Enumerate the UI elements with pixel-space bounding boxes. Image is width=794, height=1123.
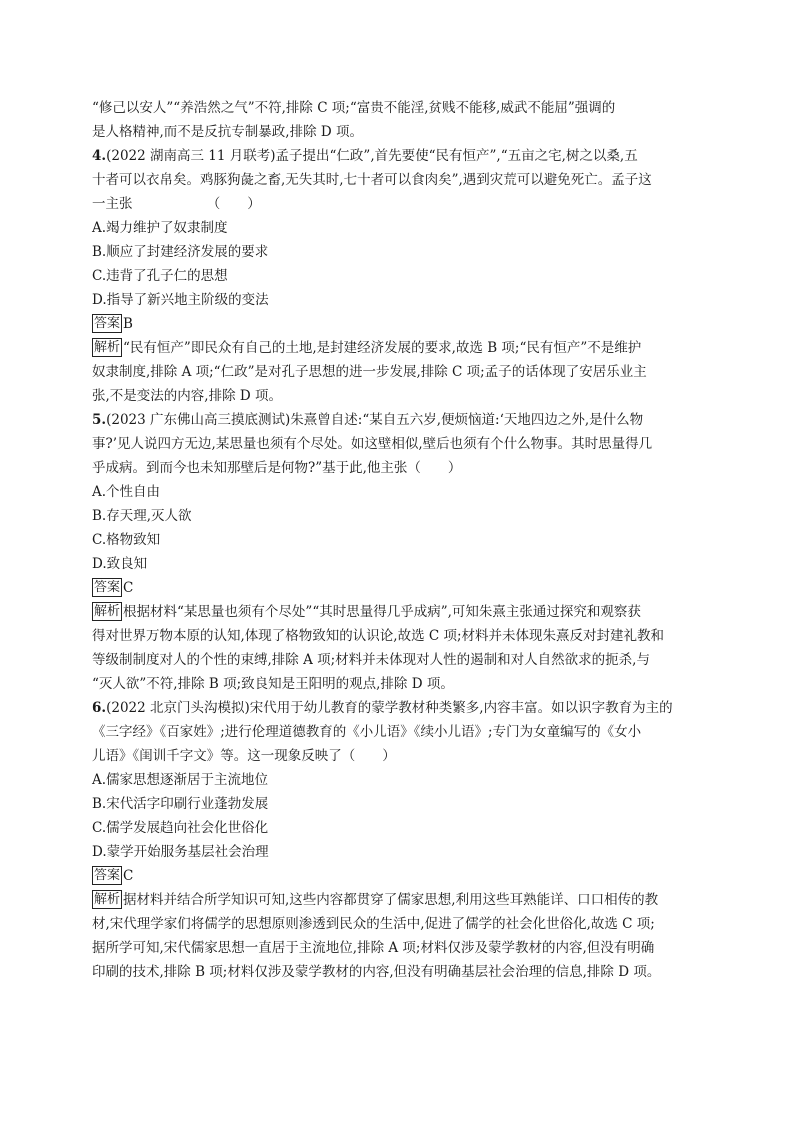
analysis-line: [92, 336, 704, 360]
analysis-text: 根据材料“某思量也须有个尽处”“其时思量得几乎成病”,可知朱熹主张通过探究和观察获: [123, 604, 641, 620]
text-line: “灭人欲”不符,排除 B 项;致良知是王阳明的观点,排除 D 项。: [92, 676, 454, 692]
option-b: B.宋代活字印刷行业蓬勃发展: [92, 796, 269, 812]
question-stem: [92, 408, 704, 432]
analysis-line: [92, 888, 704, 912]
text-line: 张,不是变法的内容,排除 D 项。: [92, 388, 282, 404]
text-line: 儿语》《闺训千字文》等。这一现象反映了（ ）: [92, 748, 396, 764]
stem-text: (2022 湖南高三 11 月联考)孟子提出“仁政”,首先要使“民有恒产”,“五亩之宅,树之以桑,五: [106, 148, 638, 164]
analysis-text: 据材料并结合所学知识可知,这些内容都贯穿了儒家思想,利用这些耳熟能详、口口相传的教: [123, 892, 659, 908]
option-a: A.儒家思想逐渐居于主流地位: [92, 772, 269, 788]
question-5: [92, 408, 704, 696]
analysis-tag: 解析: [94, 892, 121, 907]
answer-tag: 答案: [94, 868, 121, 883]
text-line: “修己以安人”“养浩然之气”不符,排除 C 项;“富贵不能淫,贫贱不能移,威武不能屈”强调的: [92, 100, 616, 116]
answer-line: [92, 864, 704, 888]
text-line: 据所学可知,宋代儒家思想一直居于主流地位,排除 A 项;材料仅涉及蒙学教材的内容,但没有明确: [92, 940, 655, 956]
text-line: 乎成病。到而今也未知那壁后是何物?”基于此,他主张（ ）: [92, 460, 462, 476]
stem-text: (2022 北京门头沟模拟)宋代用于幼儿教育的蒙学教材种类繁多,内容丰富。如以识字教育为主的: [106, 700, 673, 716]
answer-line: [92, 576, 704, 600]
analysis-line: [92, 600, 704, 624]
question-number: 4.: [92, 148, 107, 164]
question-number: 6.: [92, 700, 107, 716]
text-line: 等级制制度对人的个性的束缚,排除 A 项;材料并未体现对人性的遏制和对人自然欲求的扼杀,与: [92, 652, 650, 668]
option-d: D.指导了新兴地主阶级的变法: [92, 292, 269, 308]
option-b: B.存天理,灭人欲: [92, 508, 192, 524]
option-c: C.格物致知: [92, 532, 161, 548]
option-a: A.个性自由: [92, 484, 161, 500]
text-line: 事?’见人说四方无边,某思量也须有个尽处。如这壁相似,壁后也须有个什么物事。其时思量得几: [92, 436, 653, 452]
option-d: D.蒙学开始服务基层社会治理: [92, 844, 269, 860]
option-a: A.竭力维护了奴隶制度: [92, 220, 228, 236]
option-c: C.儒学发展趋向社会化世俗化: [92, 820, 269, 836]
option-c: C.违背了孔子仁的思想: [92, 268, 228, 284]
answer-value: C: [123, 868, 134, 884]
analysis-tag: 解析: [94, 604, 121, 619]
stem-text: (2023 广东佛山高三摸底测试)朱熹曾自述:“某自五六岁,便烦恼道:‘天地四边之外,是什么物: [106, 412, 644, 428]
question-6: [92, 696, 704, 984]
text-line: 一主张 （ ）: [92, 196, 261, 212]
text-line: 印刷的技术,排除 B 项;材料仅涉及蒙学教材的内容,但没有明确基层社会治理的信息,排除 D 项。: [92, 964, 661, 980]
question-4: [92, 144, 704, 408]
answer-tag: 答案: [94, 580, 121, 595]
text-line: 材,宋代理学家们将儒学的思想原则渗透到民众的生活中,促进了儒学的社会化世俗化,故选 C 项;: [92, 916, 655, 932]
text-line: 得对世界万物本原的认知,体现了格物致知的认识论,故选 C 项;材料并未体现朱熹反对封建礼教和: [92, 628, 665, 644]
answer-value: B: [123, 316, 133, 332]
option-b: B.顺应了封建经济发展的要求: [92, 244, 269, 260]
text-line: 是人格精神,而不是反抗专制暴政,排除 D 项。: [92, 124, 363, 140]
question-stem: [92, 696, 704, 720]
answer-tag: 答案: [94, 316, 121, 331]
question-number: 5.: [92, 412, 107, 428]
text-line: 十者可以衣帛矣。鸡豚狗彘之畜,无失其时,七十者可以食肉矣”,遇到灾荒可以避免死亡。孟子这: [92, 172, 652, 188]
text-line: 《三字经》《百家姓》;进行伦理道德教育的《小儿语》《续小儿语》;专门为女童编写的《女小: [92, 724, 642, 740]
question-stem: [92, 144, 704, 168]
option-d: D.致良知: [92, 556, 148, 572]
document-page: [92, 96, 704, 984]
intro-paragraph: [92, 96, 704, 144]
analysis-text: “民有恒产”即民众有自己的土地,是封建经济发展的要求,故选 B 项;“民有恒产”不是维护: [123, 340, 642, 356]
text-line: 奴隶制度,排除 A 项;“仁政”是对孔子思想的进一步发展,排除 C 项;孟子的话体现了安居乐业主: [92, 364, 647, 380]
analysis-tag: 解析: [94, 340, 121, 355]
answer-line: [92, 312, 704, 336]
answer-value: C: [123, 580, 134, 596]
